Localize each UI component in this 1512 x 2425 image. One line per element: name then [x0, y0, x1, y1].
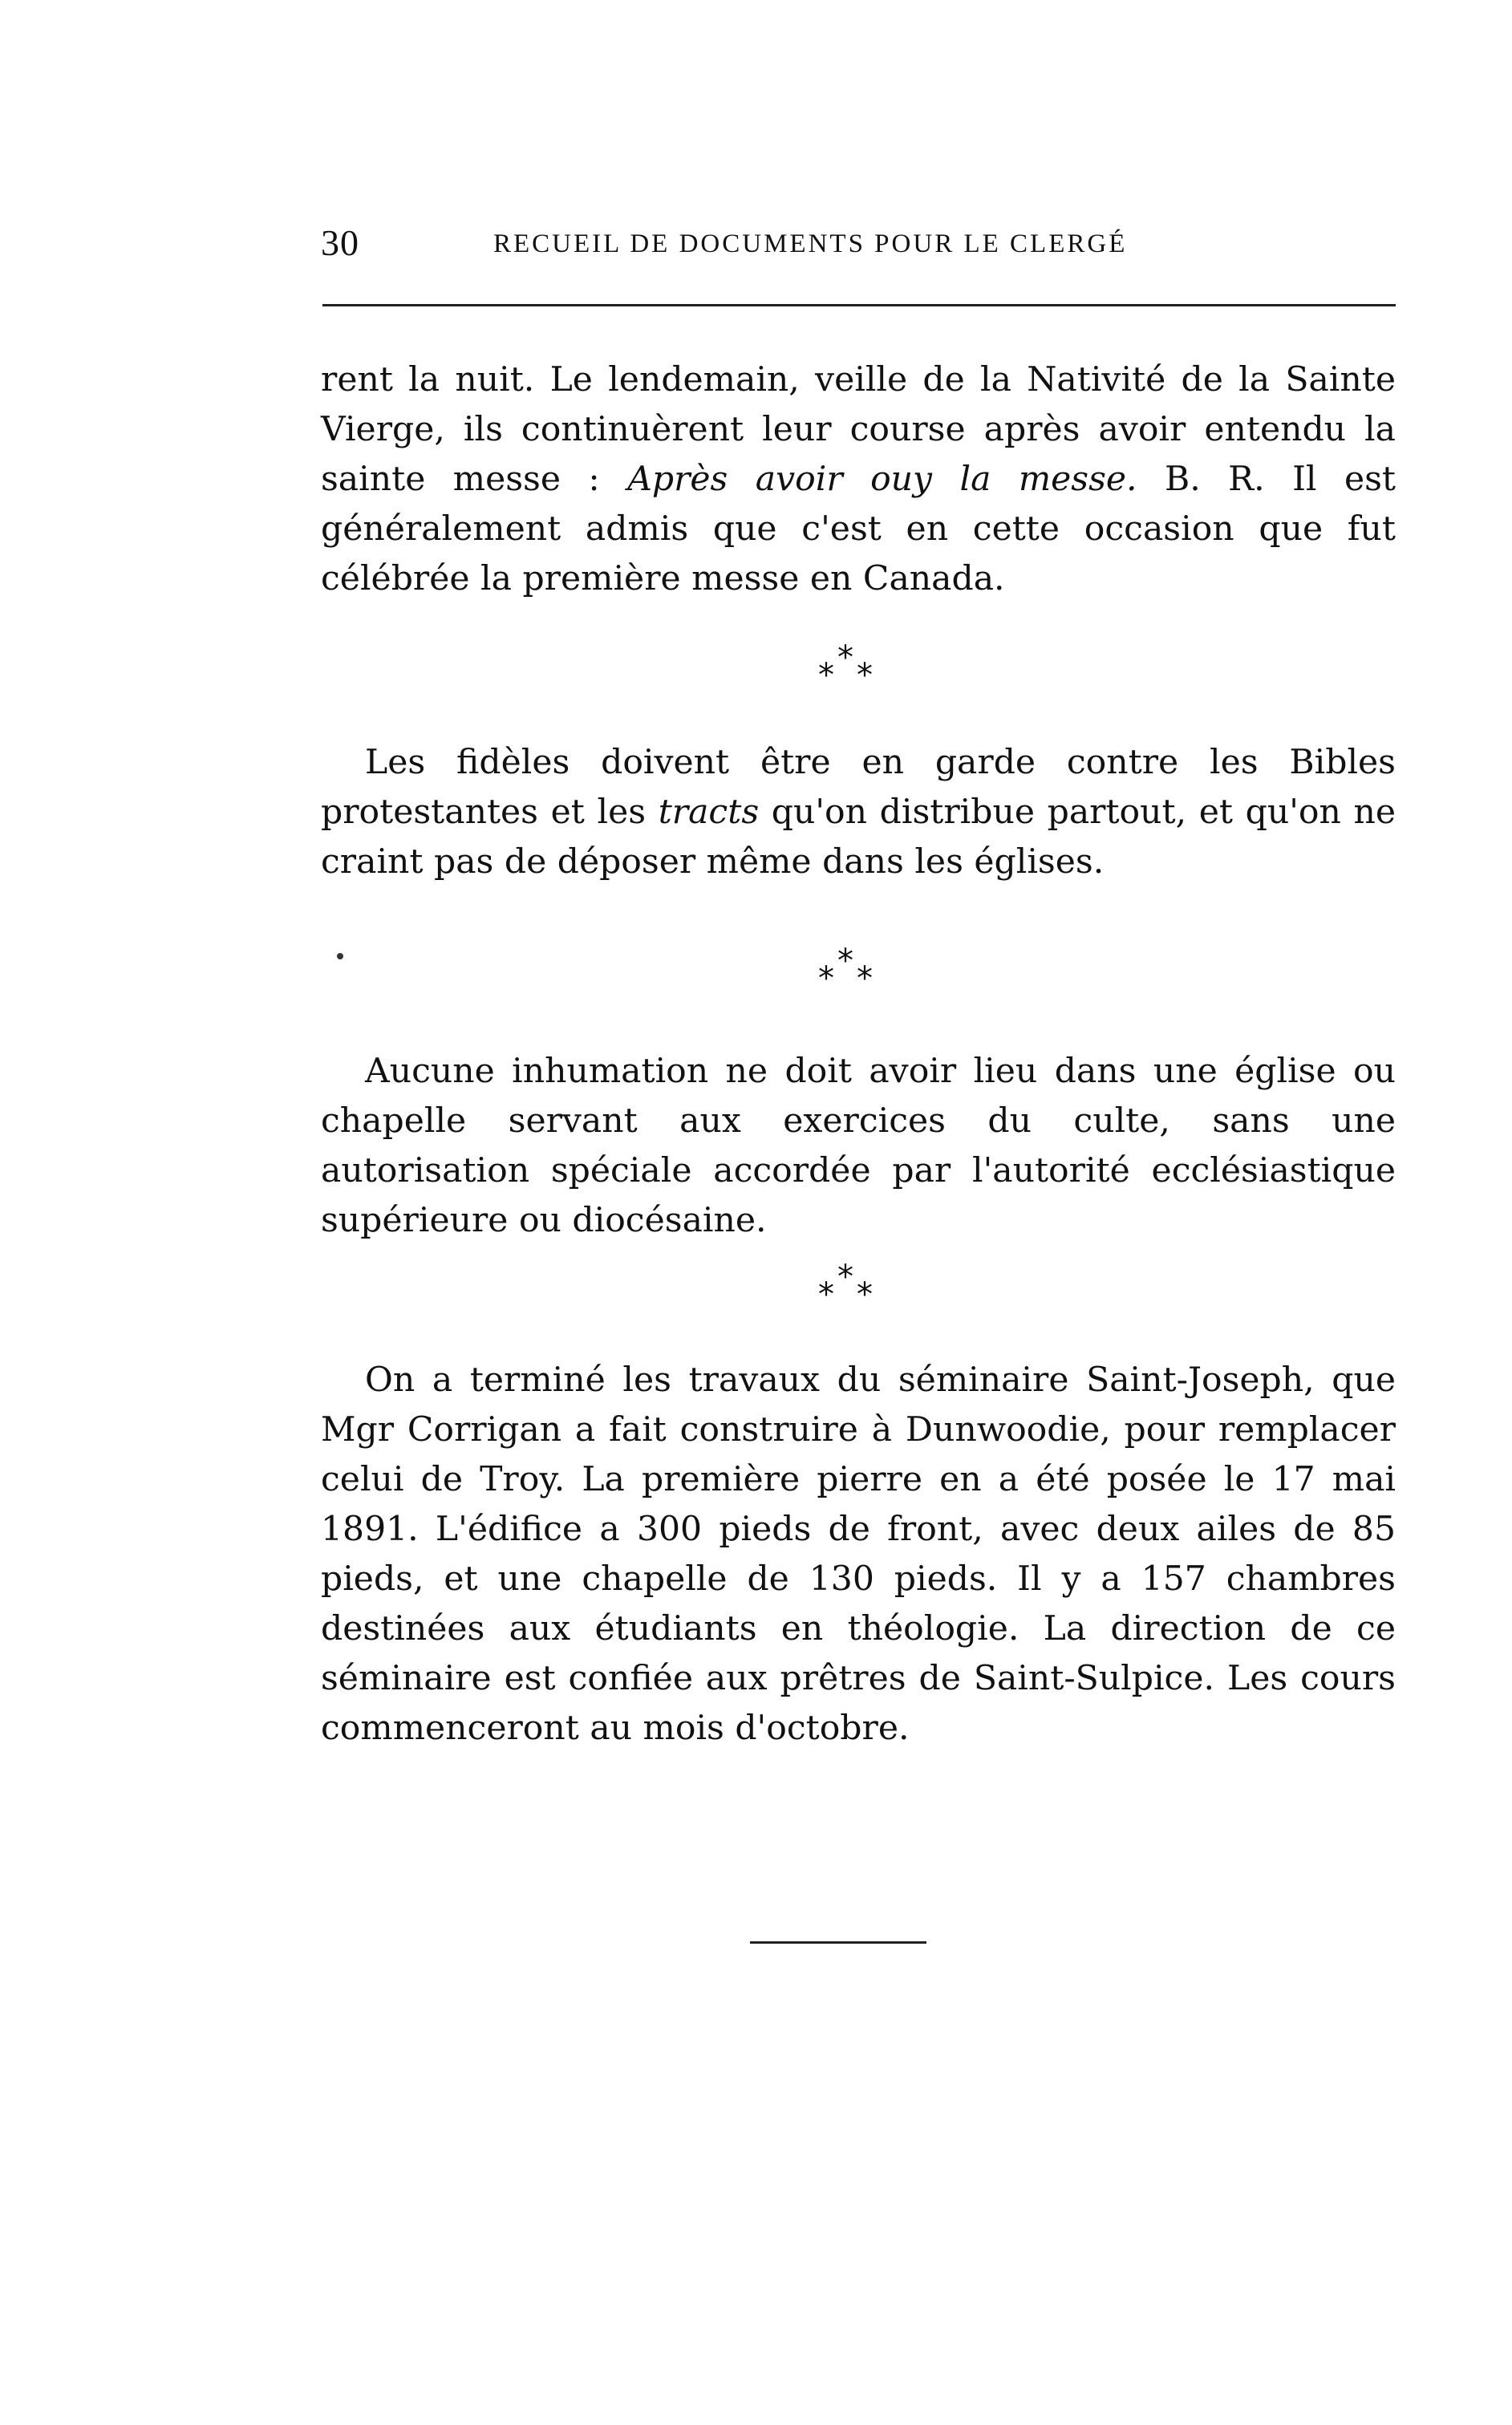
running-title: RECUEIL DE DOCUMENTS POUR LE CLERGÉ [493, 229, 1128, 258]
header-rule [322, 304, 1396, 306]
page-header [321, 221, 1396, 270]
paragraph-protestant-bibles [321, 738, 1396, 887]
asterisk: * [818, 657, 834, 694]
asterisk: * [857, 657, 873, 694]
asterism-separator [818, 1259, 882, 1313]
italic-word: tracts [658, 793, 760, 832]
paragraph-text: qu'on distribue partout, et qu'on ne craint pas de déposer même dans les églises. [321, 793, 1396, 882]
print-speck [337, 953, 343, 959]
italic-quote: Après avoir ouy la messe. [627, 460, 1137, 499]
paragraph-text: On a terminé les travaux du séminaire Saint-Joseph, que Mgr Corrigan a fait construire à Dunwoodie, pour remplacer celui de Troy. La première pierre en a été posée le 17 mai 1891. L'édifice a 300 pieds de front, avec deux ailes de 85 pieds, et une chapelle de 130 pieds. Il y a 157 chambres destinées aux étudiants en théologie. La direction de ce séminaire est confiée aux prêtres de Saint-Sulpice. Les cours commenceront au mois d'octobre. [321, 1361, 1396, 1748]
paragraph-text: Les fidèles doivent être en garde contre les Bibles protestantes et les [321, 743, 1396, 832]
asterisk: * [837, 943, 853, 979]
paragraph-first-mass [321, 355, 1396, 604]
asterisk: * [837, 639, 853, 676]
paragraph-seminary [321, 1356, 1396, 1754]
asterisk: * [818, 1276, 834, 1313]
asterisk: * [857, 1276, 873, 1313]
page-number: 30 [321, 222, 359, 263]
asterisk: * [857, 960, 873, 997]
paragraph-text: rent la nuit. Le lendemain, veille de la Nativité de la Sainte Vierge, ils continuèrent leur course après avoir entendu la sainte messe : [321, 360, 1396, 499]
paragraph-text: B. R. Il est généralement admis que c'est en cette occasion que fut célébrée la première messe en Canada. [321, 460, 1396, 598]
paragraph-text: Aucune inhumation ne doit avoir lieu dans une église ou chapelle servant aux exercices du culte, sans une autorisation spéciale accordée par l'autorité ecclésiastique supérieure ou diocésaine. [321, 1052, 1396, 1240]
asterisk: * [818, 960, 834, 997]
asterism-separator [818, 943, 882, 997]
asterism-separator [818, 639, 882, 694]
paragraph-burial [321, 1047, 1396, 1246]
asterisk: * [837, 1259, 853, 1296]
end-rule [750, 1941, 926, 1944]
